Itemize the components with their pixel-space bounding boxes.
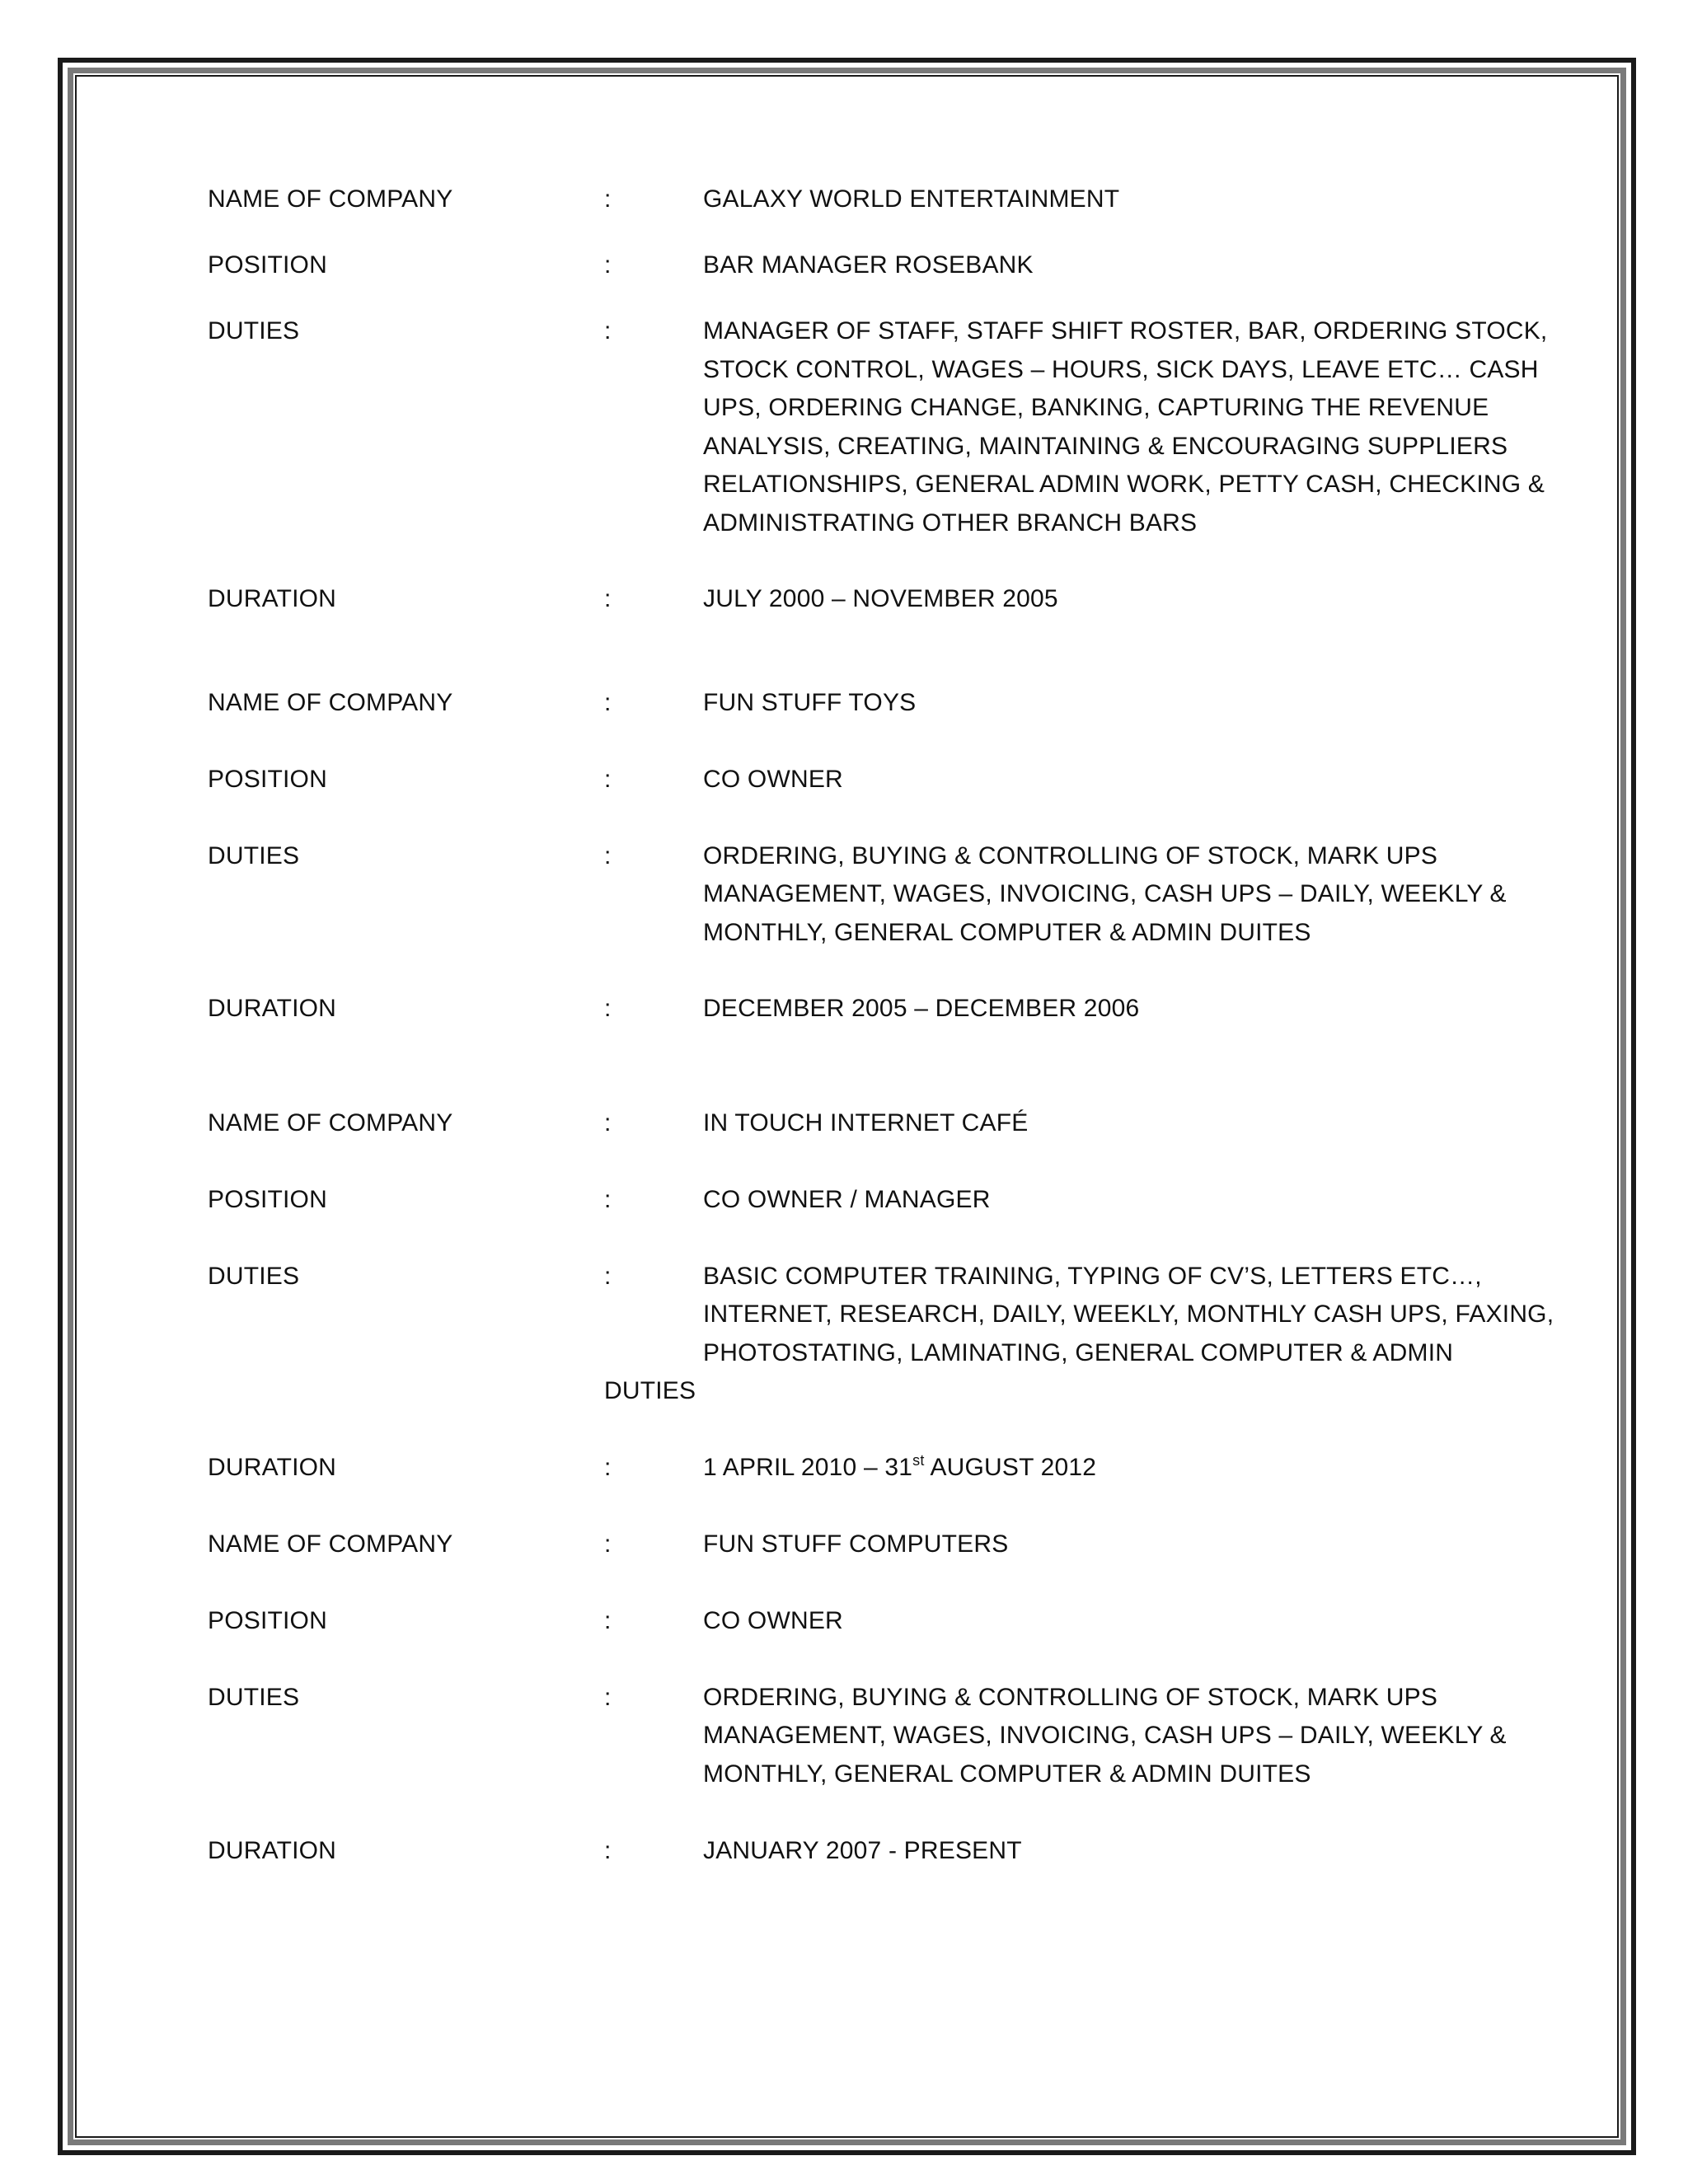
duties-label: DUTIES	[208, 1263, 300, 1290]
colon: :	[604, 1109, 612, 1137]
company-value: FUN STUFF COMPUTERS	[703, 1530, 1009, 1558]
colon: :	[604, 317, 612, 344]
position-value: BAR MANAGER ROSEBANK	[703, 251, 1034, 279]
duration-label: DURATION	[208, 1837, 337, 1864]
duration-value: JANUARY 2007 - PRESENT	[703, 1837, 1022, 1864]
colon: :	[604, 766, 612, 793]
duties-line: ANALYSIS, CREATING, MAINTAINING & ENCOURAGING SUPPLIERS	[703, 433, 1508, 460]
position-label: POSITION	[208, 251, 327, 279]
colon: :	[604, 185, 612, 213]
ordinal-suffix: st	[912, 1452, 925, 1469]
colon: :	[604, 251, 612, 279]
duties-line: MANAGER OF STAFF, STAFF SHIFT ROSTER, BAR, ORDERING STOCK,	[703, 317, 1548, 344]
company-value: GALAXY WORLD ENTERTAINMENT	[703, 185, 1120, 213]
duties-line: PHOTOSTATING, LAMINATING, GENERAL COMPUTER & ADMIN	[703, 1339, 1454, 1366]
duration-suffix: AUGUST 2012	[924, 1454, 1097, 1481]
colon: :	[604, 585, 612, 612]
duties-label: DUTIES	[208, 1684, 300, 1711]
duties-line: ORDERING, BUYING & CONTROLLING OF STOCK, MARK UPS	[703, 1684, 1438, 1711]
duration-prefix: 1 APRIL 2010 – 31	[703, 1454, 913, 1481]
colon: :	[604, 1454, 612, 1481]
duties-line: MONTHLY, GENERAL COMPUTER & ADMIN DUITES	[703, 1760, 1311, 1788]
company-value: FUN STUFF TOYS	[703, 689, 917, 716]
duties-line: UPS, ORDERING CHANGE, BANKING, CAPTURING THE REVENUE	[703, 394, 1489, 421]
company-label: NAME OF COMPANY	[208, 1530, 453, 1558]
duties-line: STOCK CONTROL, WAGES – HOURS, SICK DAYS, LEAVE ETC… CASH	[703, 356, 1539, 383]
company-label: NAME OF COMPANY	[208, 689, 453, 716]
colon: :	[604, 689, 612, 716]
duties-line: MANAGEMENT, WAGES, INVOICING, CASH UPS – DAILY, WEEKLY &	[703, 880, 1507, 907]
duties-line: BASIC COMPUTER TRAINING, TYPING OF CV’S, LETTERS ETC…,	[703, 1263, 1482, 1290]
duration-value: JULY 2000 – NOVEMBER 2005	[703, 585, 1058, 612]
colon: :	[604, 995, 612, 1022]
duties-line: MANAGEMENT, WAGES, INVOICING, CASH UPS – DAILY, WEEKLY &	[703, 1722, 1507, 1749]
duties-label: DUTIES	[208, 317, 300, 344]
duties-line: ADMINISTRATING OTHER BRANCH BARS	[703, 509, 1198, 537]
duration-value: DECEMBER 2005 – DECEMBER 2006	[703, 995, 1140, 1022]
company-label: NAME OF COMPANY	[208, 185, 453, 213]
duties-line: ORDERING, BUYING & CONTROLLING OF STOCK, MARK UPS	[703, 842, 1438, 869]
duration-label: DURATION	[208, 1454, 337, 1481]
colon: :	[604, 842, 612, 869]
position-label: POSITION	[208, 1607, 327, 1634]
colon: :	[604, 1607, 612, 1634]
duration-label: DURATION	[208, 585, 337, 612]
position-label: POSITION	[208, 1186, 327, 1213]
colon: :	[604, 1530, 612, 1558]
duties-wrap-line: DUTIES	[604, 1377, 696, 1404]
duration-label: DURATION	[208, 995, 337, 1022]
colon: :	[604, 1186, 612, 1213]
company-label: NAME OF COMPANY	[208, 1109, 453, 1137]
position-value: CO OWNER	[703, 1607, 843, 1634]
duties-line: INTERNET, RESEARCH, DAILY, WEEKLY, MONTHLY CASH UPS, FAXING,	[703, 1301, 1554, 1328]
company-value: IN TOUCH INTERNET CAFÉ	[703, 1109, 1029, 1137]
duties-line: RELATIONSHIPS, GENERAL ADMIN WORK, PETTY CASH, CHECKING &	[703, 471, 1545, 498]
duration-value	[703, 1448, 1096, 1487]
position-value: CO OWNER / MANAGER	[703, 1186, 991, 1213]
colon: :	[604, 1837, 612, 1864]
position-label: POSITION	[208, 766, 327, 793]
duties-label: DUTIES	[208, 842, 300, 869]
colon: :	[604, 1684, 612, 1711]
colon: :	[604, 1263, 612, 1290]
position-value: CO OWNER	[703, 766, 843, 793]
duties-line: MONTHLY, GENERAL COMPUTER & ADMIN DUITES	[703, 919, 1311, 946]
